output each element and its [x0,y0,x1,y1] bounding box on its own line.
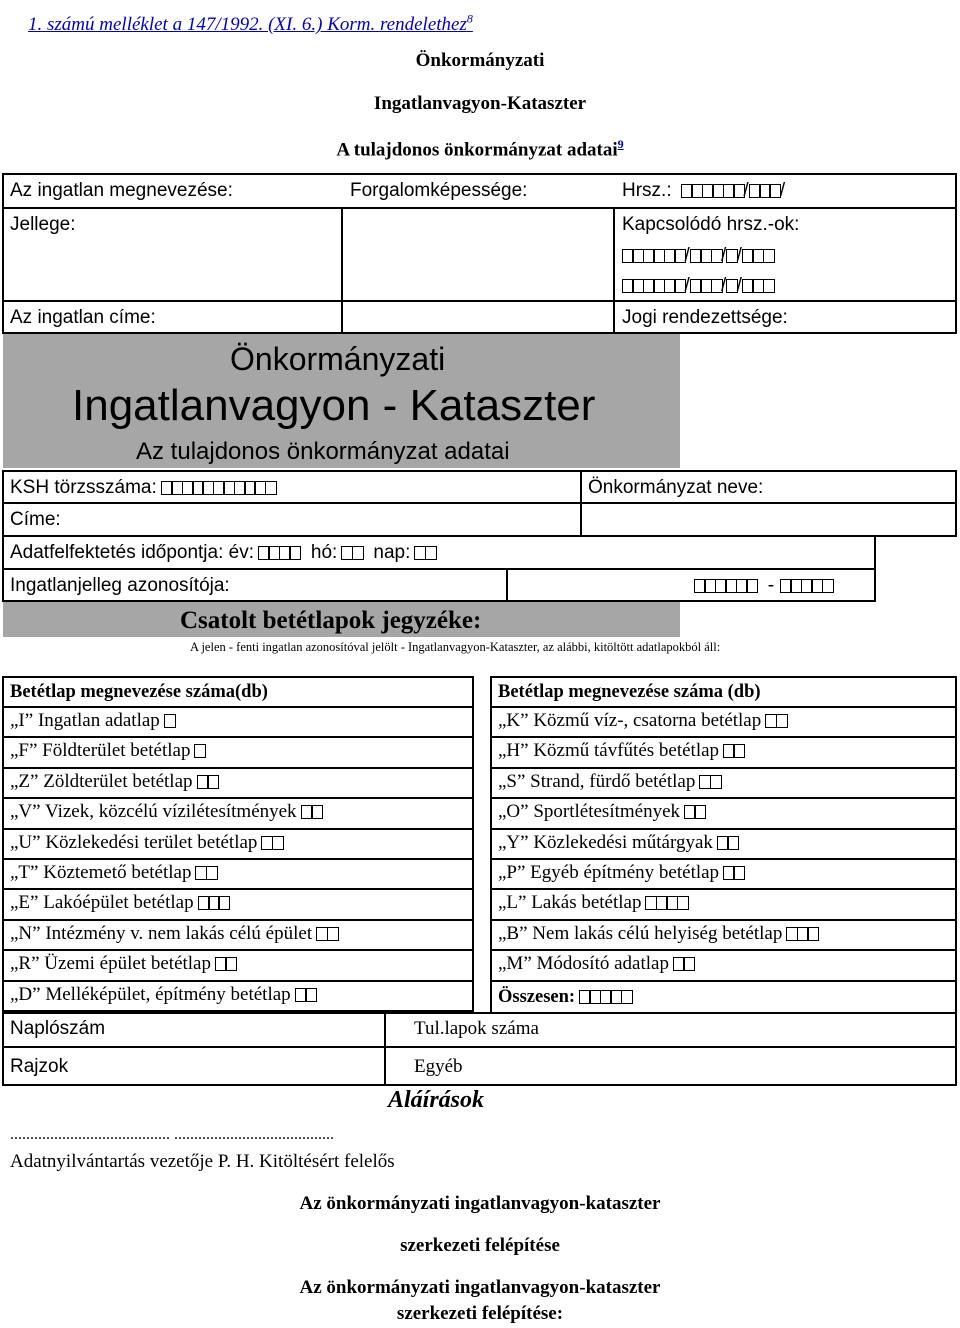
signature-dots: ........................................ ........................................ [10,1126,334,1143]
left-attachment-row-label: „F” Földterület betétlap [10,740,191,762]
owner-address-label: Címe: [10,509,61,530]
left-attachment-row[interactable] [10,771,217,793]
right-attachment-count-boxes[interactable] [723,740,744,762]
footer-line-4: szerkezeti felépítése: [396,1303,564,1324]
footnote-9-link[interactable]: 9 [617,137,624,151]
footer-line-2: szerkezeti felépítése [400,1235,560,1256]
left-attachment-row[interactable] [10,862,216,884]
gov-name-label: Önkormányzat neve: [588,477,764,498]
attachments-title: Csatolt betétlapok jegyzéke: [180,607,482,634]
character-label: Jellege: [10,214,76,235]
right-attachment-row-label: „S” Strand, fürdő betétlap [498,770,696,792]
footer-line-1: Az önkormányzati ingatlanvagyon-kataszter [299,1193,661,1214]
right-attachment-count-boxes[interactable] [723,862,744,884]
left-attachment-row-label: „E” Lakóépület betétlap [10,892,194,914]
owner-block-title-3: Az tulajdonos önkormányzat adatai [136,438,510,465]
header-title-1: Önkormányzati [415,50,545,71]
hrsz-boxes[interactable] [681,180,743,202]
left-attachment-row-label: „R” Üzemi épület betétlap [10,953,211,975]
left-attachment-count-boxes[interactable] [195,862,216,884]
right-attachment-row[interactable] [498,832,738,854]
marketability-label: Forgalomképessége: [350,180,528,201]
right-attachment-row-label: „B” Nem lakás célú helyiség betétlap [498,922,783,944]
right-attachment-count-boxes[interactable] [786,923,817,945]
related-hrsz-boxes-1[interactable]: / / / [618,245,773,267]
right-attachment-count-boxes[interactable] [684,801,705,823]
left-attachment-count-boxes[interactable] [295,984,316,1006]
right-attachment-row-label: „O” Sportlétesítmények [498,801,681,823]
header-title-2: Ingatlanvagyon-Kataszter [373,93,587,114]
log-number-label: Naplószám [10,1018,106,1039]
hrsz-field[interactable]: Hrsz.: / / [622,180,786,201]
left-attachment-row-label: „D” Melléképület, építmény betétlap [10,983,291,1005]
left-attachment-row[interactable] [10,953,236,975]
left-attachment-count-boxes[interactable] [198,892,229,914]
left-attachment-row-label: „Z” Zöldterület betétlap [10,770,193,792]
ksh-field[interactable]: KSH törzsszáma: [10,477,275,499]
right-attachment-count-boxes[interactable] [645,892,687,914]
property-type-id-label: Ingatlanjelleg azonosítója: [10,575,230,596]
related-hrsz-boxes-2[interactable]: / / / [618,275,773,297]
right-attachment-row[interactable] [498,740,744,762]
left-attachment-row[interactable] [10,740,205,762]
total-field[interactable]: Összesen: [498,986,631,1008]
left-attachment-count-boxes[interactable] [194,740,204,762]
attachments-note: A jelen - fenti ingatlan azonosítóval jelölt - Ingatlanvagyon-Kataszter, az alábbi, kitöltött adatlapokból áll: [190,640,721,654]
right-attachment-row[interactable] [498,923,818,945]
right-attachment-count-boxes[interactable] [765,710,786,732]
right-attachment-row[interactable] [498,801,705,823]
right-attachment-row-label: „H” Közmű távfűtés betétlap [498,740,720,762]
right-attachment-count-boxes[interactable] [673,953,694,975]
left-attachment-row[interactable] [10,801,321,823]
left-attachment-count-boxes[interactable] [316,923,337,945]
right-table-header: Betétlap megnevezése száma (db) [498,682,761,702]
sheets-count-label: Tul.lapok száma [414,1018,539,1039]
left-table-header: Betétlap megnevezése száma(db) [10,682,268,702]
property-type-id-boxes[interactable]: - [690,575,832,597]
left-attachment-row[interactable] [10,923,337,945]
owner-block-title-1: Önkormányzati [230,341,446,377]
left-attachment-count-boxes[interactable] [197,771,218,793]
left-attachment-row-label: „I” Ingatlan adatlap [10,710,160,731]
right-attachment-row-label: „K” Közmű víz-, csatorna betétlap [498,710,762,731]
related-hrsz-label: Kapcsolódó hrsz.-ok: [622,214,800,235]
left-attachment-row-label: „U” Közlekedési terület betétlap [10,831,258,853]
left-attachment-row[interactable] [10,892,229,914]
annex-reference[interactable] [28,8,473,36]
legal-status-label: Jogi rendezettsége: [622,307,788,328]
property-address-label: Az ingatlan címe: [10,307,156,328]
left-attachment-row-label: „V” Vizek, közcélú vízilétesítmények [10,801,297,823]
left-attachment-count-boxes[interactable] [261,832,282,854]
signature-right-label: Kitöltésért felelős [259,1151,395,1172]
owner-block-title-2: Ingatlanvagyon - Kataszter [72,381,596,430]
footer-line-3: Az önkormányzati ingatlanvagyon-kataszter [299,1277,661,1298]
left-attachment-row[interactable] [10,984,315,1006]
right-attachment-row-label: „P” Egyéb építmény betétlap [498,862,720,883]
header-title-3: A tulajdonos önkormányzat adatai$^9$ [336,137,624,161]
annex-link[interactable]: 1. számú melléklet a 147/1992. (XI. 6.) Korm. rendelethez$^8$ [28,12,473,36]
left-attachment-row[interactable] [10,832,282,854]
date-field[interactable]: Adatfelfektetés időpontja: év: hó: nap: [10,542,435,564]
other-label: Egyéb [414,1056,463,1077]
left-attachment-count-boxes[interactable] [301,801,322,823]
property-name-label: Az ingatlan megnevezése: [10,180,233,201]
right-attachment-row-label: „M” Módosító adatlap [498,953,669,975]
left-attachment-row-label: „T” Köztemető betétlap [10,862,192,883]
signatures-title: Aláírások [388,1087,485,1113]
right-attachment-count-boxes[interactable] [717,832,738,854]
right-attachment-row[interactable] [498,862,744,884]
right-attachment-row[interactable] [498,771,720,793]
right-attachment-row[interactable] [498,892,687,914]
left-attachment-count-boxes[interactable] [215,953,236,975]
right-attachment-row[interactable] [498,710,786,732]
right-attachment-row-label: „Y” Közlekedési műtárgyak [498,831,713,853]
left-attachment-count-boxes[interactable] [164,710,174,732]
drawings-label: Rajzok [10,1056,69,1077]
right-attachment-row-label: „L” Lakás betétlap [498,892,642,914]
left-attachment-row[interactable] [10,710,174,732]
signature-left-label: Adatnyilvántartás vezetője P. H. Kitöltésért felelős [10,1151,395,1172]
right-attachment-row[interactable] [498,953,694,975]
right-attachment-count-boxes[interactable] [699,771,720,793]
left-attachment-row-label: „N” Intézmény v. nem lakás célú épület [10,922,313,944]
